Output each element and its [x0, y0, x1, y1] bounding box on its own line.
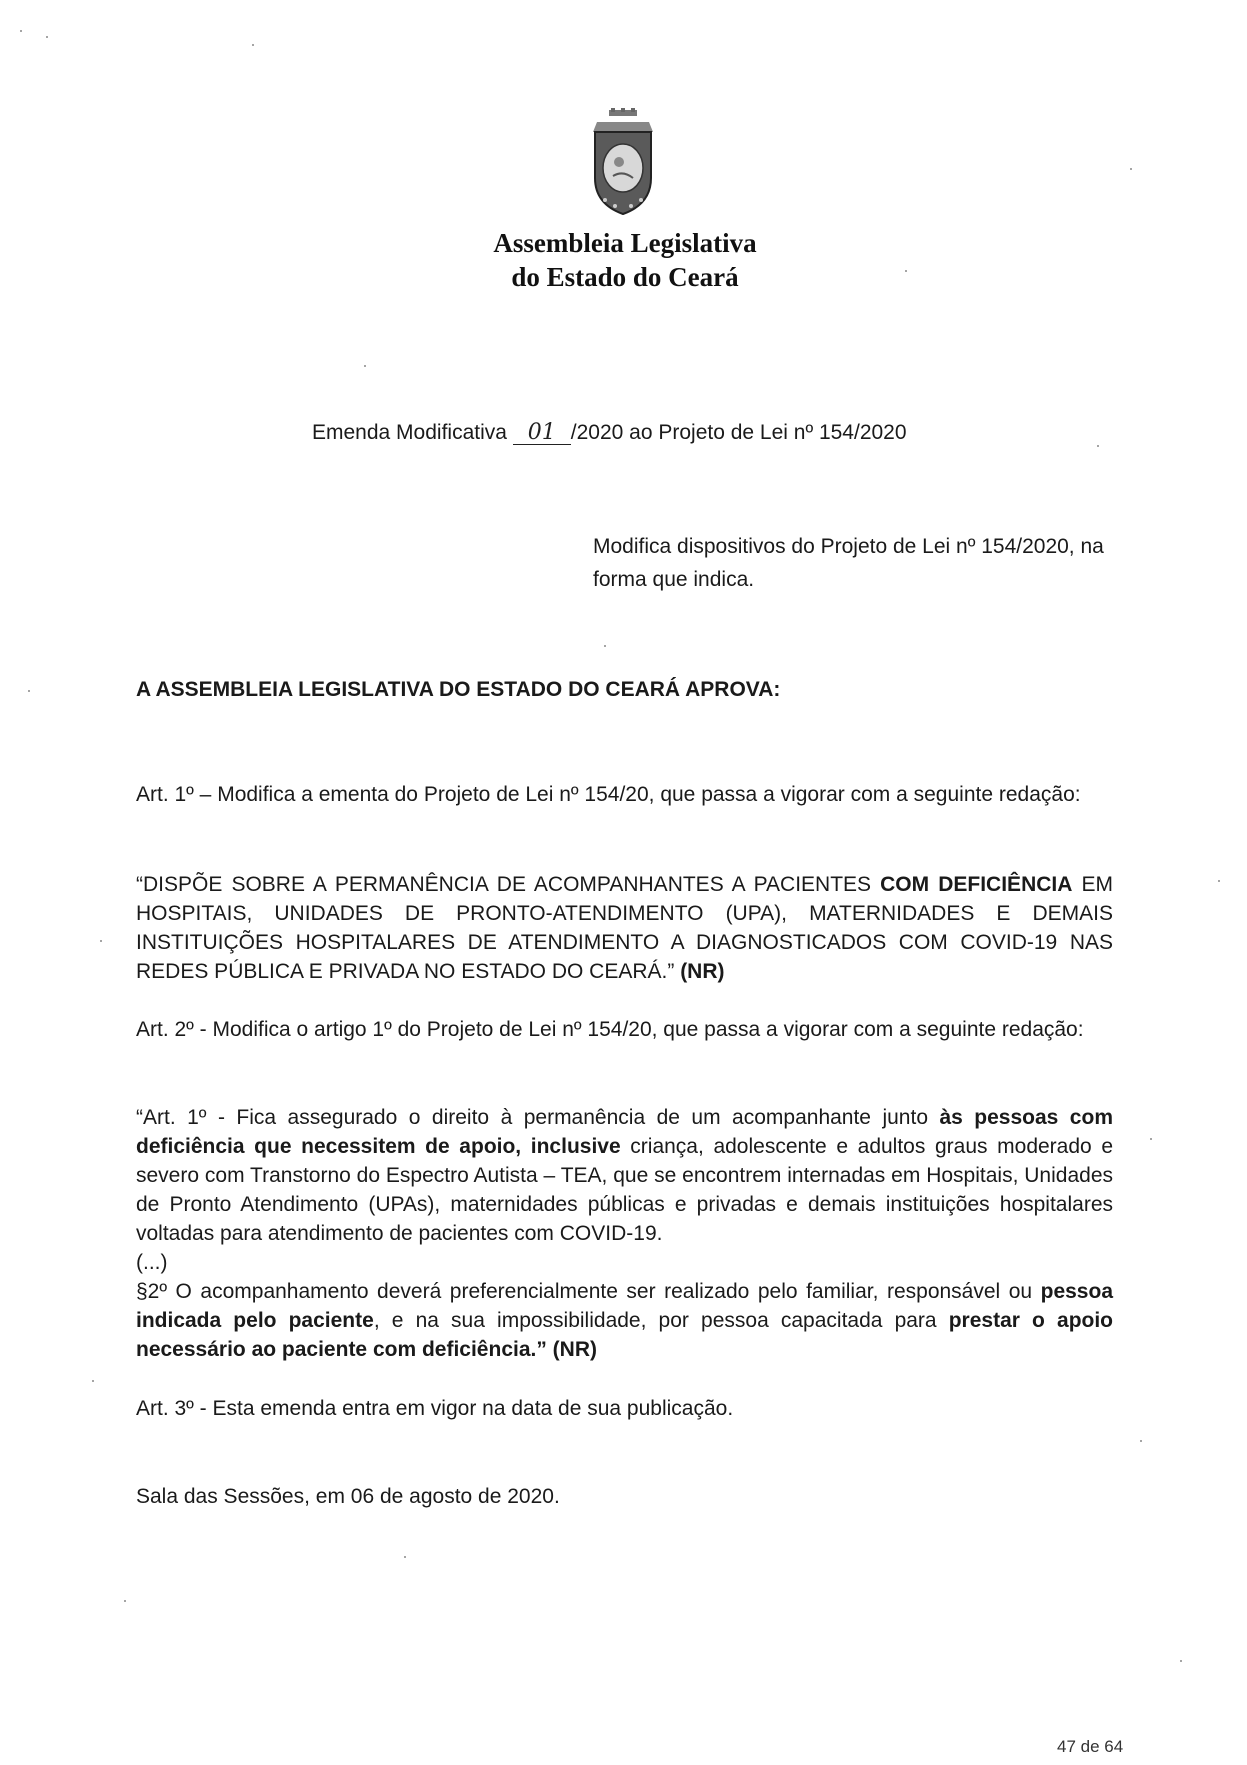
article-2: Art. 2º - Modifica o artigo 1º do Projeto de Lei nº 154/20, que passa a vigorar com a seguinte redação:	[136, 1018, 1084, 1041]
org-name-line2: do Estado do Ceará	[511, 262, 739, 292]
amendment-title	[312, 421, 907, 445]
quote-bold: COM DEFICIÊNCIA	[880, 873, 1073, 896]
title-suffix: /2020 ao Projeto de Lei nº 154/2020	[570, 421, 907, 444]
scan-speck	[404, 1556, 406, 1558]
scan-speck	[364, 365, 366, 367]
quote-text: criança, adolescente e adultos graus moderado e severo com Transtorno do Espectro Autista – TEA, que se encontrem internadas em Hospitais, Unidades de Pronto Atendimento (UPAs), maternidades públicas e privadas e demais instituições hospitalares voltadas para atendimento de pacientes com COVID-19.	[136, 1135, 1114, 1245]
article-3: Art. 3º - Esta emenda entra em vigor na data de sua publicação.	[136, 1397, 734, 1420]
quote-bold: às pessoas com deficiência que necessitem de apoio, inclusive	[136, 1106, 1113, 1158]
quote-bold: pessoa indicada pelo paciente	[136, 1280, 1113, 1332]
article-2-quote	[136, 1103, 1113, 1364]
scan-speck	[905, 270, 907, 272]
article-1: Art. 1º – Modifica a ementa do Projeto de Lei nº 154/20, que passa a vigorar com a seguinte redação:	[136, 783, 1081, 806]
quote-text: “DISPÕE SOBRE A PERMANÊNCIA DE ACOMPANHANTES A PACIENTES	[136, 873, 881, 896]
quote-bold: prestar o apoio necessário ao paciente com deficiência.” (NR)	[136, 1309, 1114, 1361]
title-prefix: Emenda Modificativa	[312, 421, 513, 444]
scan-speck	[20, 30, 22, 32]
handwritten-number: 01	[513, 422, 571, 445]
scan-speck	[28, 690, 30, 692]
scan-speck	[46, 36, 48, 38]
enacting-clause: A ASSEMBLEIA LEGISLATIVA DO ESTADO DO CEARÁ APROVA:	[136, 678, 781, 701]
ementa: Modifica dispositivos do Projeto de Lei nº 154/2020, na forma que indica.	[593, 535, 1104, 591]
quote-text: , e na sua impossibilidade, por pessoa capacitada para	[373, 1309, 949, 1332]
scan-speck	[1180, 1660, 1182, 1662]
closing-date: Sala das Sessões, em 06 de agosto de 2020.	[136, 1485, 560, 1508]
scan-speck	[1097, 445, 1099, 447]
scan-speck	[1130, 168, 1132, 170]
scan-speck	[604, 645, 606, 647]
quote-nr: (NR)	[680, 960, 725, 983]
quote-text: §2º O acompanhamento deverá preferencialmente ser realizado pelo familiar, responsável ou	[136, 1280, 1041, 1303]
ceara-coat-of-arms-icon	[575, 108, 671, 218]
scan-speck	[252, 44, 254, 46]
page-number: 47 de 64	[1057, 1737, 1124, 1756]
quote-text: “Art. 1º - Fica assegurado o direito à permanência de um acompanhante junto	[136, 1106, 940, 1129]
article-1-quote	[136, 870, 1113, 986]
ellipsis: (...)	[136, 1251, 168, 1274]
scan-speck	[1140, 1440, 1142, 1442]
scan-speck	[92, 1380, 94, 1382]
quote-art1	[136, 1103, 1113, 1248]
scan-speck	[124, 1600, 126, 1602]
quote-text: EM HOSPITAIS, UNIDADES DE PRONTO-ATENDIMENTO (UPA), MATERNIDADES E DEMAIS INSTITUIÇÕES HOSPITALARES DE ATENDIMENTO A DIAGNOSTICADOS COM COVID-19 NAS REDES PÚBLICA E PRIVADA NO ESTADO DO CEARÁ.”	[136, 873, 1113, 983]
quote-paragraph-2	[136, 1277, 1113, 1364]
scan-speck	[1150, 1138, 1152, 1140]
scan-speck	[1218, 880, 1220, 882]
scan-speck	[100, 940, 102, 942]
org-name-line1: Assembleia Legislativa	[493, 228, 757, 258]
